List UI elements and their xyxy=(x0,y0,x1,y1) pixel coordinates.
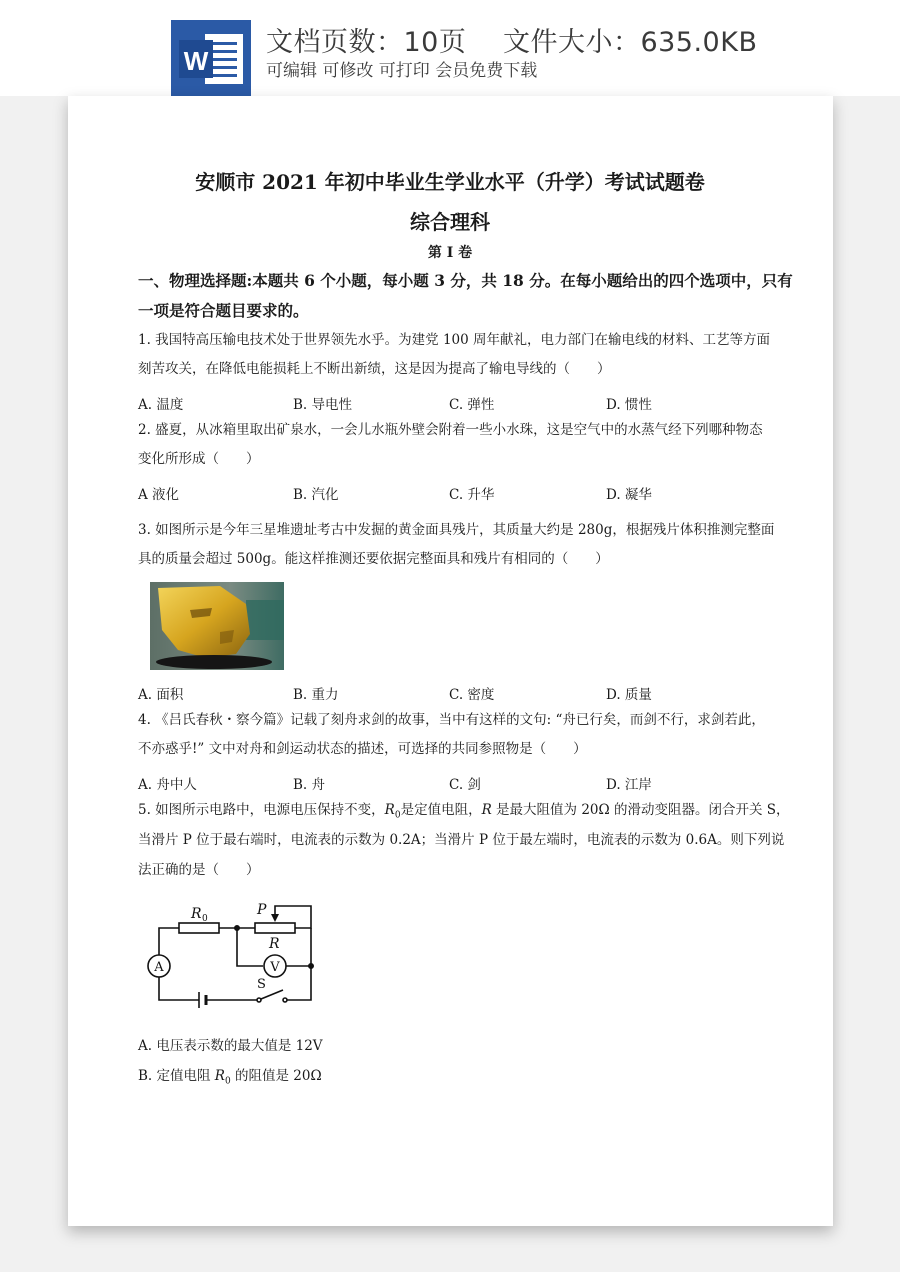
svg-text:A: A xyxy=(154,960,164,975)
exam-subtitle: 综合理科 xyxy=(410,210,490,234)
q1-line1: 1. 我国特高压输电技术处于世界领先水乎。为建党 100 周年献礼，电力部门在输电线的材料、工艺等方面 xyxy=(138,332,771,348)
circuit-diagram xyxy=(145,900,325,1010)
svg-text:W: W xyxy=(183,46,209,76)
svg-text:P: P xyxy=(257,902,267,918)
q5-line3: 法正确的是（ ） xyxy=(138,862,260,878)
q1-option-a: A. 温度 xyxy=(138,397,184,413)
q2-option-d: D. 凝华 xyxy=(606,487,652,503)
exam-title: 安顺市 2021 年初中毕业生学业水平（升学）考试试题卷 xyxy=(195,170,705,194)
q5-line2: 当滑片 P 位于最右端时，电流表的示数为 0.2A；当滑片 P 位于最左端时，电流表的示数为 0.6A。则下列说 xyxy=(138,832,785,848)
q3-line2: 具的质量会超过 500g。能这样推测还要依据完整面具和残片有相同的（ ） xyxy=(138,551,609,567)
q5-option-b: B. 定值电阻 $R_0$ 的阻值是 20Ω xyxy=(138,1068,322,1087)
svg-text:R: R xyxy=(191,906,202,922)
q1-option-d: D. 惯性 xyxy=(606,397,652,413)
features-line: 可编辑 可修改 可打印 会员免费下载 xyxy=(266,61,538,81)
q3-option-d: D. 质量 xyxy=(606,687,652,703)
q3-option-c: C. 密度 xyxy=(449,687,495,703)
q2-option-b: B. 汽化 xyxy=(293,487,339,503)
q2-line2: 变化所形成（ ） xyxy=(138,451,260,467)
q4-line2: 不亦惑乎!” 文中对舟和剑运动状态的描述，可选择的共同参照物是（ ） xyxy=(138,741,587,757)
q2-option-c: C. 升华 xyxy=(449,487,495,503)
section-heading-line2: 一项是符合题目要求的。 xyxy=(138,301,309,320)
q1-option-b: B. 导电性 xyxy=(293,397,353,413)
q2-line1: 2. 盛夏，从冰箱里取出矿泉水，一会儿水瓶外壁会附着一些小水珠，这是空气中的水蒸气经下列哪种物态 xyxy=(138,422,763,438)
q4-option-b: B. 舟 xyxy=(293,777,326,793)
svg-text:S: S xyxy=(257,977,266,992)
svg-text:0: 0 xyxy=(202,914,208,924)
q5-line1: 5. 如图所示电路中，电源电压保持不变，$R_0$是定值电阻，R 是最大阻值为 20Ω 的滑动变阻器。闭合开关 S， xyxy=(138,802,790,821)
q4-option-a: A. 舟中人 xyxy=(138,777,197,793)
section-heading-line1: 一、物理选择题:本题共 6 个小题，每小题 3 分，共 18 分。在每小题给出的四个选项中，只有 xyxy=(138,271,793,290)
word-doc-icon xyxy=(171,20,251,96)
q4-option-c: C. 剑 xyxy=(449,777,481,793)
svg-text:R: R xyxy=(269,936,280,952)
q1-option-c: C. 弹性 xyxy=(449,397,495,413)
q1-line2: 刻苦攻关，在降低电能损耗上不断出新绩，这是因为提高了输电导线的（ ） xyxy=(138,361,611,377)
q3-line1: 3. 如图所示是今年三星堆遗址考古中发掘的黄金面具残片，其质量大约是 280g，根据残片体积推测完整面 xyxy=(138,522,775,538)
volume-label: 第 I 卷 xyxy=(427,245,473,261)
file-info-line: 文档页数：10页 文件大小：635.0KB xyxy=(266,27,758,58)
gold-mask-photo xyxy=(150,582,284,670)
download-header xyxy=(0,0,900,96)
q4-option-d: D. 江岸 xyxy=(606,777,652,793)
q5-option-a: A. 电压表示数的最大值是 12V xyxy=(138,1038,323,1054)
q3-option-a: A. 面积 xyxy=(138,687,184,703)
q3-option-b: B. 重力 xyxy=(293,687,339,703)
q4-line1: 4. 《吕氏春秋・察今篇》记载了刻舟求剑的故事，当中有这样的文句: “舟已行矣，而剑不行，求剑若此， xyxy=(138,712,765,728)
svg-text:V: V xyxy=(270,960,280,975)
q2-option-a: A 液化 xyxy=(138,487,180,503)
